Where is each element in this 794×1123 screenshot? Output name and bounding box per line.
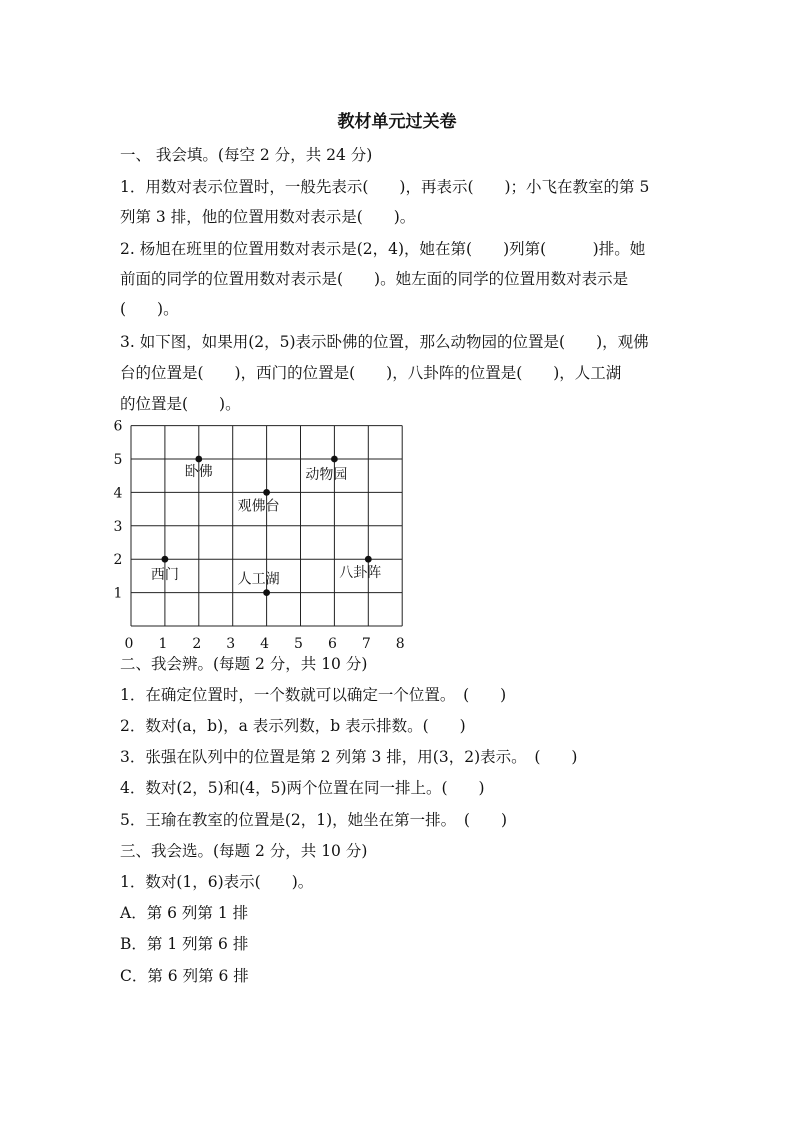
section3-heading: 三、我会选。(每题 2 分，共 10 分) [120,842,368,860]
y-tick-label: 4 [113,485,123,502]
grid-point [195,456,202,463]
point-label: 西门 [150,567,179,584]
section2-heading: 二、我会辨。(每题 2 分，共 10 分) [120,655,368,673]
coordinate-grid [113,418,414,652]
choice-q1: 1．数对(1，6)表示( )。 [120,873,314,891]
x-tick-label: 0 [124,636,134,652]
x-tick-label: 3 [226,636,236,652]
judge-item-1: 1．在确定位置时，一个数就可以确定一个位置。 ( ) [120,686,507,704]
y-tick-label: 5 [113,452,123,468]
grid-point [331,456,338,463]
x-tick-label: 8 [395,636,405,652]
q2-line3: ( )。 [120,300,179,318]
judge-item-2: 2．数对(a，b)，a 表示列数，b 表示排数。( ) [120,717,466,735]
point-label: 动物园 [305,467,348,483]
q1-line2: 列第 3 排，他的位置用数对表示是( )。 [120,208,416,226]
y-tick-label: 2 [113,552,123,569]
q2-line2: 前面的同学的位置用数对表示是( )。她左面的同学的位置用数对表示是 [120,270,629,288]
point-label: 人工湖 [237,571,280,588]
grid-svg [113,418,414,652]
q3-line1: 3. 如下图，如果用(2，5)表示卧佛的位置，那么动物园的位置是( )，观佛 [120,333,649,351]
y-tick-label: 3 [113,518,123,535]
grid-point [365,556,372,563]
x-tick-label: 2 [192,636,202,652]
judge-item-3: 3．张强在队列中的位置是第 2 列第 3 排，用(3，2)表示。 ( ) [120,748,578,766]
point-label: 八卦阵 [339,565,382,582]
grid-point [263,489,270,496]
point-label: 观佛台 [237,498,280,515]
q3-line3: 的位置是( )。 [120,395,241,413]
y-tick-label: 6 [113,418,123,435]
section1-heading: 一、 我会填。(每空 2 分，共 24 分) [120,146,373,164]
choice-option-b: B．第 1 列第 6 排 [120,935,249,953]
y-tick-label: 1 [113,585,123,602]
x-tick-label: 1 [158,636,168,652]
page-title: 教材单元过关卷 [337,112,457,132]
choice-option-a: A．第 6 列第 1 排 [120,904,249,922]
point-label: 卧佛 [184,464,213,480]
x-tick-label: 6 [327,636,337,652]
q3-line2: 台的位置是( )，西门的位置是( )，八卦阵的位置是( )，人工湖 [120,364,622,382]
x-tick-label: 4 [260,636,270,652]
q1-line1: 1．用数对表示位置时，一般先表示( )，再表示( )；小飞在教室的第 5 [120,178,650,196]
grid-point [162,556,169,563]
choice-option-c: C．第 6 列第 6 排 [120,967,249,985]
grid-point [263,589,270,596]
judge-item-4: 4．数对(2，5)和(4，5)两个位置在同一排上。( ) [120,779,485,797]
judge-item-5: 5．王瑜在教室的位置是(2，1)，她坐在第一排。 ( ) [120,811,508,829]
x-tick-label: 7 [361,636,371,652]
x-tick-label: 5 [294,636,303,652]
q2-line1: 2. 杨旭在班里的位置用数对表示是(2，4)，她在第( )列第( )排。她 [120,240,646,258]
